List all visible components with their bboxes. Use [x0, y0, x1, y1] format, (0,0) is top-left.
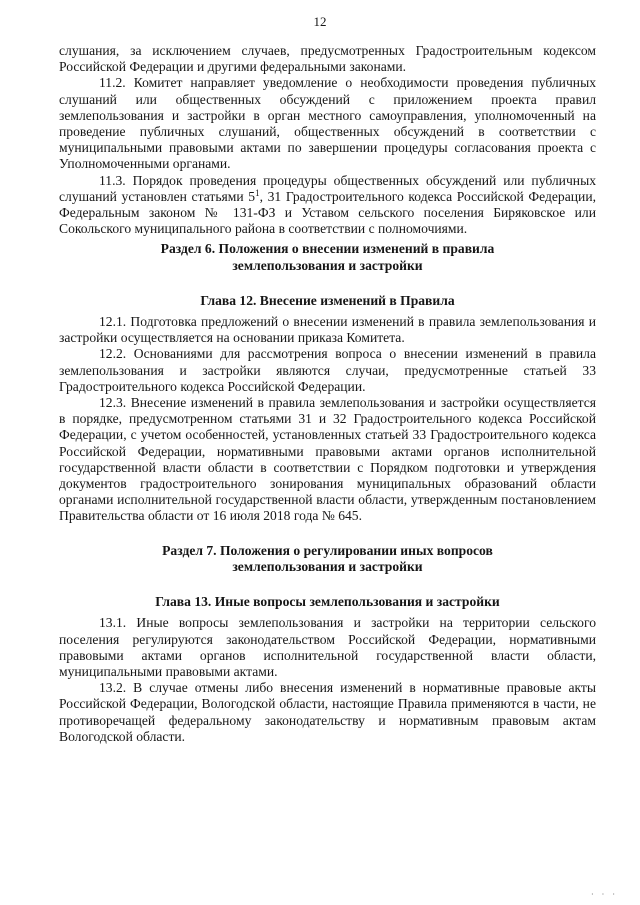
document-body: [59, 43, 596, 745]
scan-artifact-mark: · · ·: [591, 890, 618, 899]
paragraph-12-2: 12.2. Основаниями для рассмотрения вопроса о внесении изменений в правила землепользования и застройки являются случаи, предусмотренные статьей 33 Градостроительного кодекса Российской Федерации.: [59, 346, 596, 394]
paragraph-13-2: 13.2. В случае отмены либо внесения изменений в нормативные правовые акты Российской Федерации, Вологодской области, настоящие Правила применяются в части, не противоречащей федеральному законодательству и нормативным правовым актам Вологодской области.: [59, 680, 596, 744]
paragraph-11-3-part-b: , 31 Градостроительного кодекса Российской Федерации, Федеральным законом № 131-ФЗ и Уставом сельского поселения Биряковское или Сокольского муниципального района в соответствии с полномочиями.: [59, 188, 596, 237]
paragraph-12-1: 12.1. Подготовка предложений о внесении изменений в правила землепользования и застройки осуществляется на основании приказа Комитета.: [59, 314, 596, 346]
paragraph-11-2: 11.2. Комитет направляет уведомление о необходимости проведения публичных слушаний или общественных обсуждений с приложением проекта правил землепользования и застройки в орган местного самоуправления, уполномоченный на проведение публичных слушаний, общественных обсуждений в соответствии с муниципальными правовыми актами по завершении процедуры согласования проекта с Уполномоченными органами.: [59, 75, 596, 172]
paragraph-11-3-part-a: 11.3. Порядок проведения процедуры общественных обсуждений или публичных слушаний установлен статьями 5: [59, 172, 596, 204]
section-7-heading-line-2: землепользования и застройки: [232, 558, 423, 574]
chapter-12-heading: Глава 12. Внесение изменений в Правила: [200, 292, 455, 308]
section-7-heading-line-1: Раздел 7. Положения о регулировании иных вопросов: [162, 542, 493, 558]
paragraph-11-3: [59, 173, 596, 238]
superscript-reference: 1: [255, 187, 260, 198]
page-number: 12: [313, 14, 327, 29]
paragraph-13-1: 13.1. Иные вопросы землепользования и застройки на территории сельского поселения регулируются законодательством Российской Федерации, нормативными правовыми актами органов исполнительной государственной власти области, муниципальными правовыми актами.: [59, 615, 596, 679]
section-6-heading-line-1: Раздел 6. Положения о внесении изменений в правила: [160, 241, 495, 257]
paragraph-continuation: слушания, за исключением случаев, предусмотренных Градостроительным кодексом Российской Федерации и другими федеральными законами.: [59, 43, 596, 75]
section-6-heading: [59, 241, 596, 273]
paragraph-12-3: 12.3. Внесение изменений в правила землепользования и застройки осуществляется в порядке, предусмотренном статьями 31 и 32 Градостроительного кодекса Российской Федерации, с учетом особенностей, установленных статьей 33 Градостроительного кодекса Российской Федерации, нормативными правовыми актами органов исполнительной государственной власти области в соответствии с Порядком подготовки и утверждения документов градостроительного зонирования муниципальных образований области органами исполнительной государственной власти области, утвержденным постановлением Правительства области от 16 июля 2018 года № 645.: [59, 395, 596, 524]
chapter-13-heading: Глава 13. Иные вопросы землепользования и застройки: [155, 594, 500, 610]
section-6-heading-line-2: землепользования и застройки: [232, 257, 423, 273]
section-7-heading: [59, 543, 596, 575]
